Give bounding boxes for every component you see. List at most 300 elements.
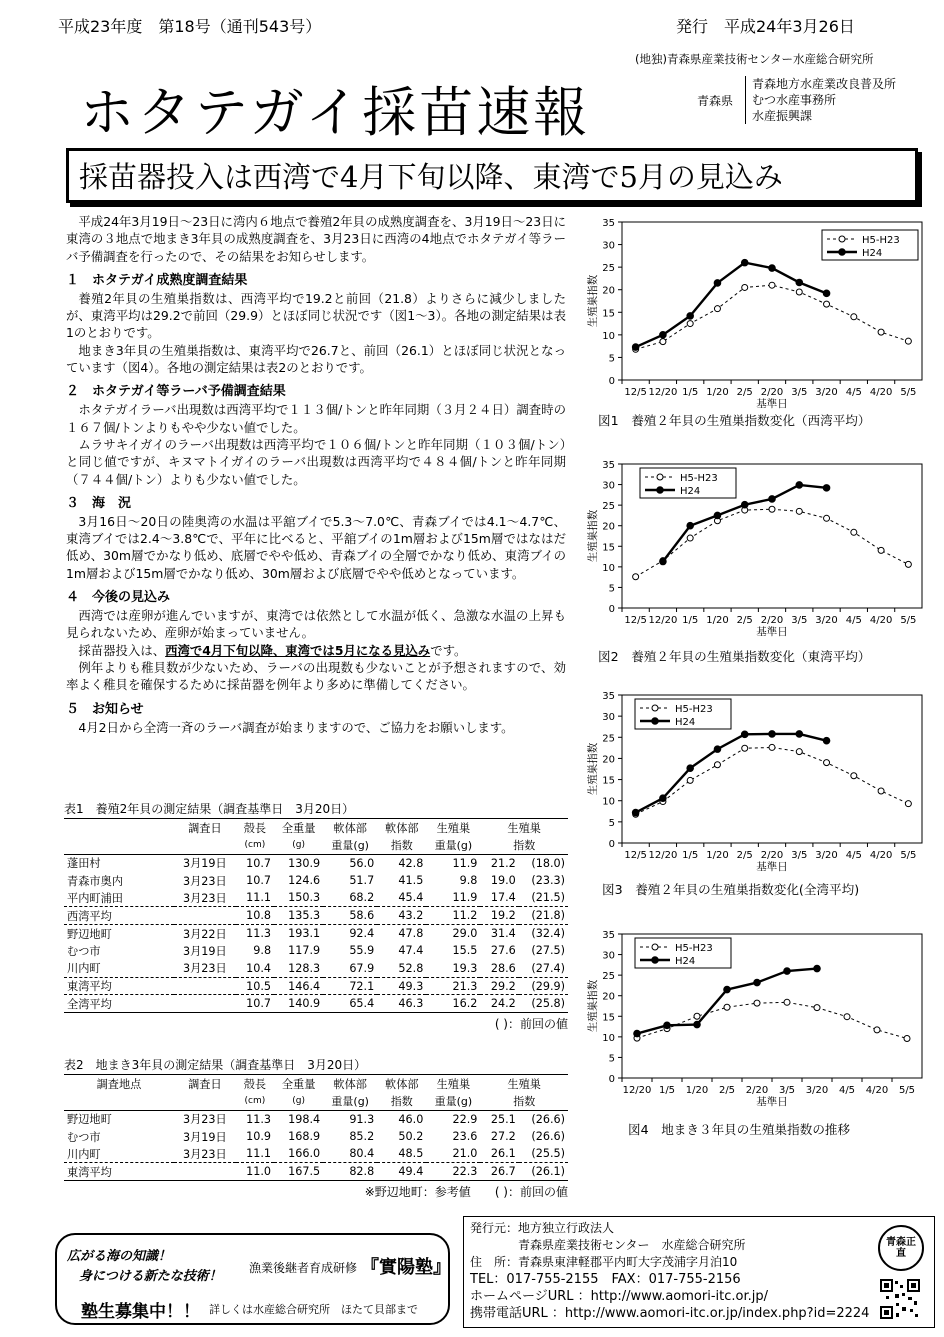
data-point xyxy=(660,795,667,802)
table-header-cell: 指数 xyxy=(480,837,568,855)
data-point xyxy=(823,737,830,744)
legend-label: H5-H23 xyxy=(680,473,718,484)
table-cell: 川内町 xyxy=(67,962,101,976)
x-tick-label: 1/20 xyxy=(685,1085,709,1096)
table-cell: 10.7 xyxy=(246,874,272,888)
table-cell: 117.9 xyxy=(288,944,321,958)
table-header-cell: 重量(g) xyxy=(426,837,480,855)
x-tick-label: 4/5 xyxy=(845,387,862,398)
x-tick-label: 4/20 xyxy=(869,615,893,626)
table-header-cell xyxy=(174,1093,236,1111)
table-cell: むつ市 xyxy=(67,944,101,958)
data-point xyxy=(741,259,748,266)
data-point xyxy=(796,289,802,295)
paragraph: 西湾では産卵が進んでいますが、東湾では依然として水温が低く、急激な水温の上昇も見られないため、産卵が始まっていません。 xyxy=(66,608,566,641)
data-point xyxy=(687,535,693,541)
ad-contact: 詳しくは水産総合研究所 ほたて貝部まで xyxy=(209,1303,418,1316)
x-axis-label: 基準日 xyxy=(756,861,788,873)
table-header-cell: 生殖巣 xyxy=(436,821,471,835)
data-point xyxy=(824,515,830,521)
table-cell: (25.8) xyxy=(519,995,568,1013)
table-header-cell: 殻長 xyxy=(243,1077,267,1091)
section-heading: ２ ホタテガイ等ラーバ予備調査結果 xyxy=(66,384,286,400)
table-cell: 28.6 xyxy=(490,961,516,975)
table-row xyxy=(64,1128,568,1146)
table-cell: 55.9 xyxy=(349,944,375,958)
table-row xyxy=(64,1145,568,1163)
table-cell: 3月19日 xyxy=(182,857,227,871)
table-cell: 3月23日 xyxy=(182,1147,227,1161)
ad-program: 漁業後継者育成研修 xyxy=(249,1261,358,1275)
x-tick-label: 2/20 xyxy=(760,850,784,861)
y-tick-label: 20 xyxy=(602,521,615,533)
recruitment-ad xyxy=(55,1233,450,1325)
data-point xyxy=(851,314,857,320)
x-tick-label: 3/5 xyxy=(791,387,808,398)
data-point xyxy=(904,1036,910,1042)
table2-block xyxy=(64,1056,568,1200)
y-tick-label: 25 xyxy=(602,971,615,983)
table-row xyxy=(64,854,568,872)
chart-fig2 xyxy=(580,452,930,652)
y-tick-label: 35 xyxy=(602,460,615,471)
table2-notes xyxy=(64,1183,568,1200)
table-cell: 9.8 xyxy=(253,944,272,958)
table2-note: ※野辺地町：参考値 xyxy=(364,1185,471,1200)
data-point xyxy=(814,965,821,972)
table-cell: 29.2 xyxy=(480,977,518,995)
y-tick-label: 35 xyxy=(602,691,615,702)
legend-marker xyxy=(657,474,663,480)
table-cell: (26.6) xyxy=(531,1112,565,1126)
table-header-cell: 重量(g) xyxy=(323,1093,377,1111)
legend-label: H5-H23 xyxy=(862,235,900,246)
x-tick-label: 12/5 xyxy=(624,387,647,398)
section-heading: １ ホタテガイ成熟度調査結果 xyxy=(66,272,248,288)
table-header-cell xyxy=(174,837,236,855)
data-point xyxy=(784,968,791,975)
x-tick-label: 3/5 xyxy=(791,850,808,861)
table-header-row xyxy=(64,1093,568,1111)
data-point xyxy=(769,731,776,738)
table-cell: 27.6 xyxy=(490,944,516,958)
x-tick-label: 2/5 xyxy=(736,615,753,626)
y-tick-label: 10 xyxy=(602,796,615,808)
y-tick-label: 15 xyxy=(602,1012,615,1024)
data-point xyxy=(851,529,857,535)
x-axis-label: 基準日 xyxy=(756,398,788,410)
y-tick-label: 30 xyxy=(602,712,615,724)
table-cell: (18.0) xyxy=(531,856,565,870)
table-cell: 67.9 xyxy=(349,961,375,975)
paragraph: 3月16日～20日の陸奥湾の水温は平舘ブイで5.3～7.0℃、青森ブイでは4.1～4.7℃、東湾ブイでは2.4～3.8℃で、平年に比べると、平舘ブイの1m層および15m層ではなはだ低め、30m層でかなり低め、底層でやや低め、青森ブイの全層でかなり低め、東湾ブイの1m層および15m層でかなり低め、30m層および底層でやや低めとなっています。 xyxy=(66,513,566,581)
table-row xyxy=(64,995,568,1013)
chart-caption: 図3 養殖２年貝の生殖巣指数変化(全湾平均) xyxy=(602,882,860,897)
table-cell: 68.2 xyxy=(349,891,375,905)
data-point xyxy=(714,512,721,519)
x-tick-label: 12/5 xyxy=(624,850,647,861)
table-header-cell: 生殖巣 xyxy=(507,1077,541,1091)
table-cell: (27.4) xyxy=(531,961,565,975)
data-point xyxy=(905,338,911,344)
data-point xyxy=(633,574,639,580)
table-cell: 19.2 xyxy=(480,907,518,925)
table-cell: 11.9 xyxy=(452,856,478,870)
y-axis-label: 生殖巣指数 xyxy=(587,979,599,1033)
x-tick-label: 5/5 xyxy=(900,387,917,398)
x-tick-label: 2/20 xyxy=(760,387,784,398)
x-tick-label: 5/5 xyxy=(898,1085,916,1096)
table-header-cell xyxy=(64,1093,174,1111)
chart-fig4 xyxy=(580,922,930,1122)
table-cell xyxy=(174,995,236,1013)
y-tick-label: 5 xyxy=(608,1053,615,1065)
legend-marker xyxy=(839,249,846,256)
x-tick-label: 5/5 xyxy=(900,615,917,626)
table-row xyxy=(64,889,568,907)
legend-marker xyxy=(652,705,658,711)
series-line-H5-H23 xyxy=(636,747,909,814)
chart-svg xyxy=(580,922,930,1122)
section-heading: ４ 今後の見込み xyxy=(66,590,171,606)
x-tick-label: 2/5 xyxy=(718,1085,736,1096)
data-point xyxy=(851,773,857,779)
paragraph xyxy=(66,642,566,659)
table-cell: 21.0 xyxy=(452,1147,478,1161)
table-cell: (23.3) xyxy=(531,874,565,888)
table-cell: 198.4 xyxy=(288,1112,321,1126)
data-point xyxy=(796,749,802,755)
data-point xyxy=(634,1030,641,1037)
y-tick-label: 20 xyxy=(602,991,615,1003)
y-tick-label: 5 xyxy=(608,353,615,365)
table-header-cell: (g) xyxy=(274,1093,323,1111)
legend-label: H24 xyxy=(862,248,883,259)
data-point xyxy=(769,282,775,288)
y-tick-label: 0 xyxy=(608,839,615,850)
chart-caption: 図1 養殖２年貝の生殖巣指数変化（西湾平均） xyxy=(598,413,871,428)
x-tick-label: 5/5 xyxy=(900,850,917,861)
table-cell: 10.7 xyxy=(236,995,274,1013)
legend-label: H24 xyxy=(675,717,696,728)
table-cell: 46.3 xyxy=(377,995,426,1013)
table-cell: 19.0 xyxy=(490,874,516,888)
table2-note: ( )：前回の値 xyxy=(494,1185,568,1200)
table-cell: (21.5) xyxy=(531,891,565,905)
y-tick-label: 30 xyxy=(602,950,615,962)
data-point xyxy=(874,1027,880,1033)
data-point xyxy=(784,999,790,1005)
x-tick-label: 4/5 xyxy=(838,1085,856,1096)
x-tick-label: 12/20 xyxy=(622,1085,652,1096)
data-point xyxy=(878,788,884,794)
ad-recruit: 塾生募集中！！ xyxy=(81,1302,200,1322)
table-cell: 166.0 xyxy=(288,1147,321,1161)
data-point xyxy=(741,731,748,738)
x-tick-label: 4/5 xyxy=(845,615,862,626)
publish-date: 発行 平成24年3月26日 xyxy=(676,17,855,36)
data-point xyxy=(905,801,911,807)
table-cell: 東湾平均 xyxy=(64,977,174,995)
paragraph: 4月2日から全湾一斉のラーバ調査が始まりますので、ご協力をお願いします。 xyxy=(78,719,514,735)
table-cell: 11.1 xyxy=(246,891,272,905)
y-tick-label: 10 xyxy=(602,330,615,342)
series-line-H5-H23 xyxy=(636,285,909,349)
data-point xyxy=(694,1013,700,1019)
table-cell xyxy=(174,977,236,995)
table-cell: 11.1 xyxy=(246,1147,272,1161)
table-header-cell: 全重量 xyxy=(281,1077,316,1091)
table-header-cell: 重量(g) xyxy=(323,837,377,855)
table-cell: 24.2 xyxy=(480,995,518,1013)
table-cell: 3月19日 xyxy=(182,1130,227,1144)
footer-mobile-url[interactable]: 携帯電話URL ：http://www.aomori-itc.or.jp/index.php?id=2224 xyxy=(470,1306,870,1321)
table-cell: 150.3 xyxy=(288,891,321,905)
data-point xyxy=(878,329,884,335)
highlight-text: 西湾で4月下旬以降、東湾では5月になる見込み xyxy=(165,642,431,658)
paragraph: 例年よりも稚貝数が少ないため、ラーバの出現数も少ないことが予想されますので、効率よく稚貝を確保するために採苗器を例年より多めに準備してください。 xyxy=(66,659,566,693)
table-cell: 21.2 xyxy=(490,856,516,870)
table-cell: 42.8 xyxy=(398,856,424,870)
data-point xyxy=(754,1000,760,1006)
table-cell: 3月19日 xyxy=(182,944,227,958)
table-cell: 3月23日 xyxy=(182,962,227,976)
table-cell: 16.2 xyxy=(426,995,480,1013)
footer-line xyxy=(470,1220,928,1237)
table1-block xyxy=(64,800,568,1032)
y-tick-label: 30 xyxy=(602,480,615,492)
table-cell: 3月22日 xyxy=(182,927,227,941)
y-tick-label: 25 xyxy=(602,733,615,745)
footer-tel: TEL：017-755-2155 FAX：017-755-2156 xyxy=(470,1272,741,1287)
y-tick-label: 0 xyxy=(608,604,615,615)
y-tick-label: 15 xyxy=(602,308,615,320)
legend-label: H24 xyxy=(675,956,696,967)
table-cell: 128.3 xyxy=(288,961,321,975)
text-span: 採苗器投入は、 xyxy=(78,642,166,658)
table-cell: 3月23日 xyxy=(182,891,227,905)
y-tick-label: 10 xyxy=(602,1032,615,1044)
table-cell: 51.7 xyxy=(349,874,375,888)
footer-text: 地方独立行政法人 xyxy=(518,1221,615,1235)
chart-svg xyxy=(580,685,930,875)
x-tick-label: 2/5 xyxy=(736,850,753,861)
data-point xyxy=(687,313,694,320)
table-header-cell: 生殖巣 xyxy=(507,821,541,835)
table-header-cell: 軟体部 xyxy=(333,821,367,835)
org-item: 青森地方水産業改良普及所 xyxy=(752,77,897,91)
table-cell: 平内町浦田 xyxy=(67,891,123,905)
table-row xyxy=(64,907,568,925)
y-tick-label: 20 xyxy=(602,754,615,766)
data-point xyxy=(769,506,775,512)
x-tick-label: 4/20 xyxy=(865,1085,889,1096)
data-point xyxy=(824,301,830,307)
table-cell: (29.9) xyxy=(519,977,568,995)
chart-svg xyxy=(580,210,930,430)
table-cell: 10.8 xyxy=(236,907,274,925)
table-cell: 52.8 xyxy=(398,961,424,975)
data-point xyxy=(632,809,639,816)
data-point xyxy=(724,1004,730,1010)
data-point xyxy=(823,485,830,492)
table-cell: 130.9 xyxy=(288,856,321,870)
data-point xyxy=(823,290,830,297)
x-axis-label: 基準日 xyxy=(756,626,788,638)
data-point xyxy=(769,744,775,750)
table-cell: 野辺地町 xyxy=(67,927,112,941)
table-cell: 11.2 xyxy=(426,907,480,925)
x-axis-label: 基準日 xyxy=(756,1096,788,1108)
table1-caption: 表1 養殖2年貝の測定結果（調査基準日 3月20日） xyxy=(64,800,568,819)
table-cell: 東湾平均 xyxy=(64,1163,174,1181)
legend-marker xyxy=(652,718,659,725)
table-cell: 124.6 xyxy=(288,874,321,888)
table-header-cell: 指数 xyxy=(480,1093,568,1111)
table-cell: 野辺地町 xyxy=(67,1113,112,1127)
table-cell: (21.8) xyxy=(519,907,568,925)
data-point xyxy=(769,496,776,503)
prefecture-label: 青森県 xyxy=(697,94,734,108)
data-point xyxy=(687,777,693,783)
table-header-row xyxy=(64,837,568,855)
y-tick-label: 0 xyxy=(608,1074,615,1085)
data-point xyxy=(714,306,720,312)
data-point xyxy=(742,745,748,751)
x-tick-label: 4/20 xyxy=(869,850,893,861)
article-body xyxy=(66,213,566,736)
x-tick-label: 1/5 xyxy=(682,850,699,861)
y-axis-label: 生殖巣指数 xyxy=(587,509,599,563)
y-tick-label: 30 xyxy=(602,240,615,252)
table-cell: 45.4 xyxy=(398,891,424,905)
table-header-cell: 重量(g) xyxy=(426,1093,480,1111)
table-cell: 146.4 xyxy=(274,977,323,995)
table-cell: 11.0 xyxy=(236,1163,274,1181)
footer-line: 青森県産業技術センター 水産総合研究所 xyxy=(518,1238,746,1252)
y-tick-label: 35 xyxy=(602,930,615,941)
paragraph: 養殖2年貝の生殖巣指数は、西湾平均で19.2と前回（21.8）よりさらに減少しましたが、東湾平均は29.2で前回（29.9）とほぼ同じ状況です（図1～3）。各地の測定結果は表1のとおりです。 xyxy=(66,290,566,341)
table-header-cell: 全重量 xyxy=(281,821,316,835)
table-cell: 91.3 xyxy=(349,1112,375,1126)
table-cell: 26.1 xyxy=(490,1147,516,1161)
x-tick-label: 3/20 xyxy=(815,850,838,861)
table-cell: 47.4 xyxy=(398,944,424,958)
y-tick-label: 5 xyxy=(608,817,615,829)
data-point xyxy=(905,561,911,567)
table-cell xyxy=(174,907,236,925)
table-cell: 3月23日 xyxy=(182,1113,227,1127)
data-point xyxy=(714,762,720,768)
data-point xyxy=(687,321,693,327)
table1-note: ( )：前回の値 xyxy=(494,1017,568,1032)
table-cell xyxy=(174,1163,236,1181)
x-tick-label: 12/20 xyxy=(648,850,678,861)
seal-logo: 青森正直 xyxy=(878,1225,924,1271)
x-tick-label: 3/5 xyxy=(778,1085,796,1096)
chart-caption: 図4 地まき３年貝の生殖巣指数の推移 xyxy=(628,1122,851,1137)
data-point xyxy=(878,547,884,553)
legend-label: H24 xyxy=(680,486,701,497)
table-cell: 41.5 xyxy=(398,874,424,888)
table-header-cell: 調査地点 xyxy=(96,1077,142,1091)
table-cell: 蓬田村 xyxy=(67,857,101,871)
table-row xyxy=(64,977,568,995)
table-header-cell: 殻長 xyxy=(243,821,267,835)
table-header-cell: 指数 xyxy=(377,837,426,855)
table-cell: 50.2 xyxy=(398,1130,424,1144)
data-point xyxy=(687,765,694,772)
data-point xyxy=(796,279,803,286)
table-cell: 26.7 xyxy=(480,1163,518,1181)
x-tick-label: 3/20 xyxy=(805,1085,829,1096)
data-point xyxy=(844,1014,850,1020)
footer-url[interactable]: ホームページURL ：http://www.aomori-itc.or.jp/ xyxy=(470,1289,768,1304)
table-header-cell: 指数 xyxy=(377,1093,426,1111)
footer-label: 発行元： xyxy=(470,1221,519,1235)
table-cell: 43.2 xyxy=(377,907,426,925)
x-tick-label: 12/20 xyxy=(648,387,678,398)
table-cell: (26.6) xyxy=(531,1130,565,1144)
table-cell: (26.1) xyxy=(519,1163,568,1181)
table-cell: 135.3 xyxy=(274,907,323,925)
y-tick-label: 20 xyxy=(602,285,615,297)
data-point xyxy=(742,284,748,290)
table-cell: 9.8 xyxy=(459,874,478,888)
table-cell: 23.6 xyxy=(452,1130,478,1144)
table-row xyxy=(64,872,568,890)
table-cell: 青森市奥内 xyxy=(67,874,123,888)
table2 xyxy=(64,1075,568,1181)
ad-tagline: 身につける新たな技術！ xyxy=(79,1269,222,1284)
legend-label: H5-H23 xyxy=(675,704,713,715)
table-row xyxy=(64,942,568,960)
table-cell: (32.4) xyxy=(531,927,565,941)
legend-marker xyxy=(657,487,664,494)
table-cell: 11.3 xyxy=(246,1112,272,1126)
data-point xyxy=(824,760,830,766)
table-cell: 56.0 xyxy=(349,856,375,870)
intro-text: 平成24年3月19日～23日に湾内６地点で養殖2年貝の成熟度調査を、3月19日～23日に東湾の３地点で地まき3年貝の成熟度調査を、3月23日に西湾の4地点でホタテガイ等ラーバ予備調査を行ったので、その結果をお知らせします。 xyxy=(66,214,566,264)
table-header-row xyxy=(64,819,568,837)
chart-svg xyxy=(580,452,930,652)
data-point xyxy=(754,979,761,986)
table-cell: (25.5) xyxy=(531,1147,565,1161)
x-tick-label: 1/20 xyxy=(706,850,729,861)
data-point xyxy=(687,522,694,529)
data-point xyxy=(796,508,802,514)
table-cell: 25.1 xyxy=(490,1112,516,1126)
table-cell: (27.5) xyxy=(531,944,565,958)
data-point xyxy=(769,265,776,272)
y-tick-label: 15 xyxy=(602,542,615,554)
table-header-cell xyxy=(64,819,174,837)
x-tick-label: 1/20 xyxy=(706,615,729,626)
paragraph: ムラサキイガイのラーバ出現数は西湾平均で１０６個/トンと昨年同期（１０３個/トン）と同じ値ですが、キヌマトイガイのラーバ出現数は西湾平均で４８４個/トンと昨年同期（７４４個/トン）よりも少ない値でした。 xyxy=(66,436,566,487)
y-tick-label: 0 xyxy=(608,376,615,387)
table-cell: 川内町 xyxy=(67,1147,101,1161)
data-point xyxy=(796,731,803,738)
paragraph: ホタテガイラーバ出現数は西湾平均で１１３個/トンと昨年同期（３月２４日）調査時の１６７個/トンよりもやや少ない値でした。 xyxy=(66,402,566,435)
table-cell: 92.4 xyxy=(349,927,375,941)
ad-school-name: 『實陽塾』 xyxy=(361,1257,451,1278)
x-tick-label: 2/20 xyxy=(760,615,784,626)
table-cell: 49.4 xyxy=(377,1163,426,1181)
table-header-cell: 軟体部 xyxy=(385,821,419,835)
table-cell: 17.4 xyxy=(490,891,516,905)
y-axis-label: 生殖巣指数 xyxy=(587,274,599,328)
table-cell: 10.7 xyxy=(246,856,272,870)
